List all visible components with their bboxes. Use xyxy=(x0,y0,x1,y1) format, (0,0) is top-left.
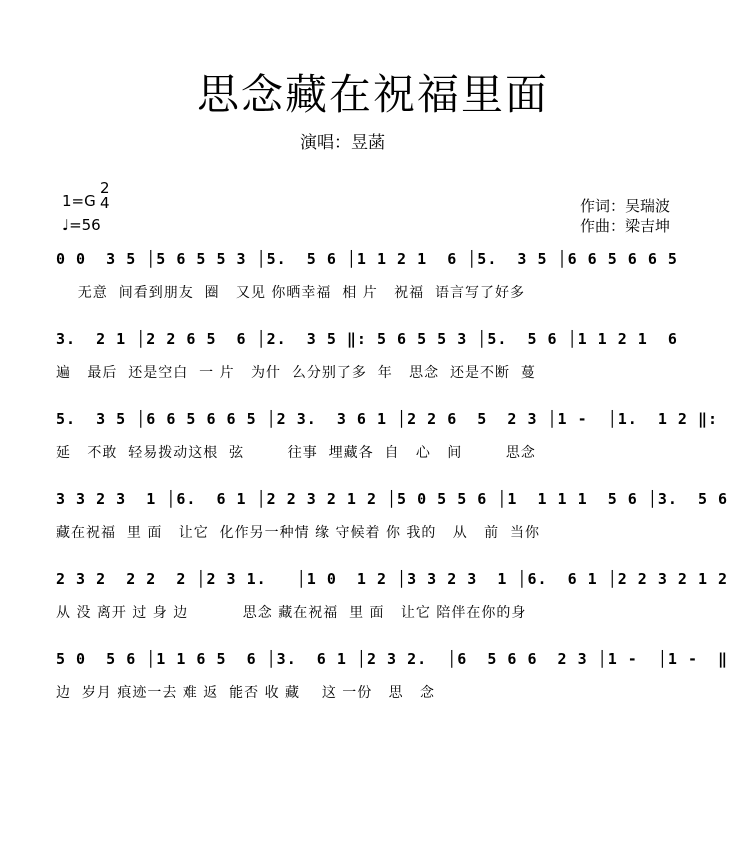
song-title: 思念藏在祝福里面 xyxy=(196,70,549,119)
time-signature xyxy=(100,181,110,211)
notation-line: 0 0 3 5 │5 6 5 5 3 │5. 5 6 │1 1 2 1 6 │5. 3 5 │6 6 5 6 6 5 xyxy=(56,250,678,268)
time-signature-bottom: 4 xyxy=(100,194,110,212)
lyrics-line: 延 不敢 轻易拨动这根 弦 往事 埋藏各 自 心 间 思念 xyxy=(56,445,536,461)
lyrics-line: 从 没 离开 过 身 边 思念 藏在祝福 里 面 让它 陪伴在你的身 xyxy=(56,605,527,621)
lyrics-line: 遍 最后 还是空白 一 片 为什 么分别了多 年 思念 还是不断 蔓 xyxy=(56,365,536,381)
lyrics-line: 无意 间看到朋友 圈 又见 你晒幸福 相 片 祝福 语言写了好多 xyxy=(56,285,526,301)
composer-credit: 作曲：梁吉坤 xyxy=(580,217,671,235)
lyrics-line: 藏在祝福 里 面 让它 化作另一种情 缘 守候着 你 我的 从 前 当你 xyxy=(56,525,541,541)
lyrics-line: 边 岁月 痕迹一去 难 返 能否 收 藏 这 一份 思 念 xyxy=(56,685,436,701)
notation-line: 5 0 5 6 │1 1 6 5 6 │3. 6 1 │2 3 2. │6 5 6 6 2 3 │1 - │1 - ‖ xyxy=(56,650,729,668)
notation-line: 2 3 2 2 2 2 │2 3 1. │1 0 1 2 │3 3 2 3 1 │6. 6 1 │2 2 3 2 1 2 xyxy=(56,570,729,588)
time-signature-top: 2 xyxy=(100,179,110,197)
notation-line: 3 3 2 3 1 │6. 6 1 │2 2 3 2 1 2 │5 0 5 5 6 │1 1 1 1 5 6 │3. 5 6 xyxy=(56,490,729,508)
notation-line: 5. 3 5 │6 6 5 6 6 5 │2 3. 3 6 1 │2 2 6 5 2 3 │1 - │1. 1 2 ‖: xyxy=(56,410,719,428)
lyricist-credit: 作词：吴瑞波 xyxy=(580,197,671,215)
credits xyxy=(580,196,670,236)
singer-credit: 演唱：昱菡 xyxy=(300,133,385,153)
notation-line: 3. 2 1 │2 2 6 5 6 │2. 3 5 ‖: 5 6 5 5 3 │5. 5 6 │1 1 2 1 6 xyxy=(56,330,678,348)
key-signature: 1=G xyxy=(62,192,96,210)
tempo-marking: ♩=56 xyxy=(62,216,101,234)
